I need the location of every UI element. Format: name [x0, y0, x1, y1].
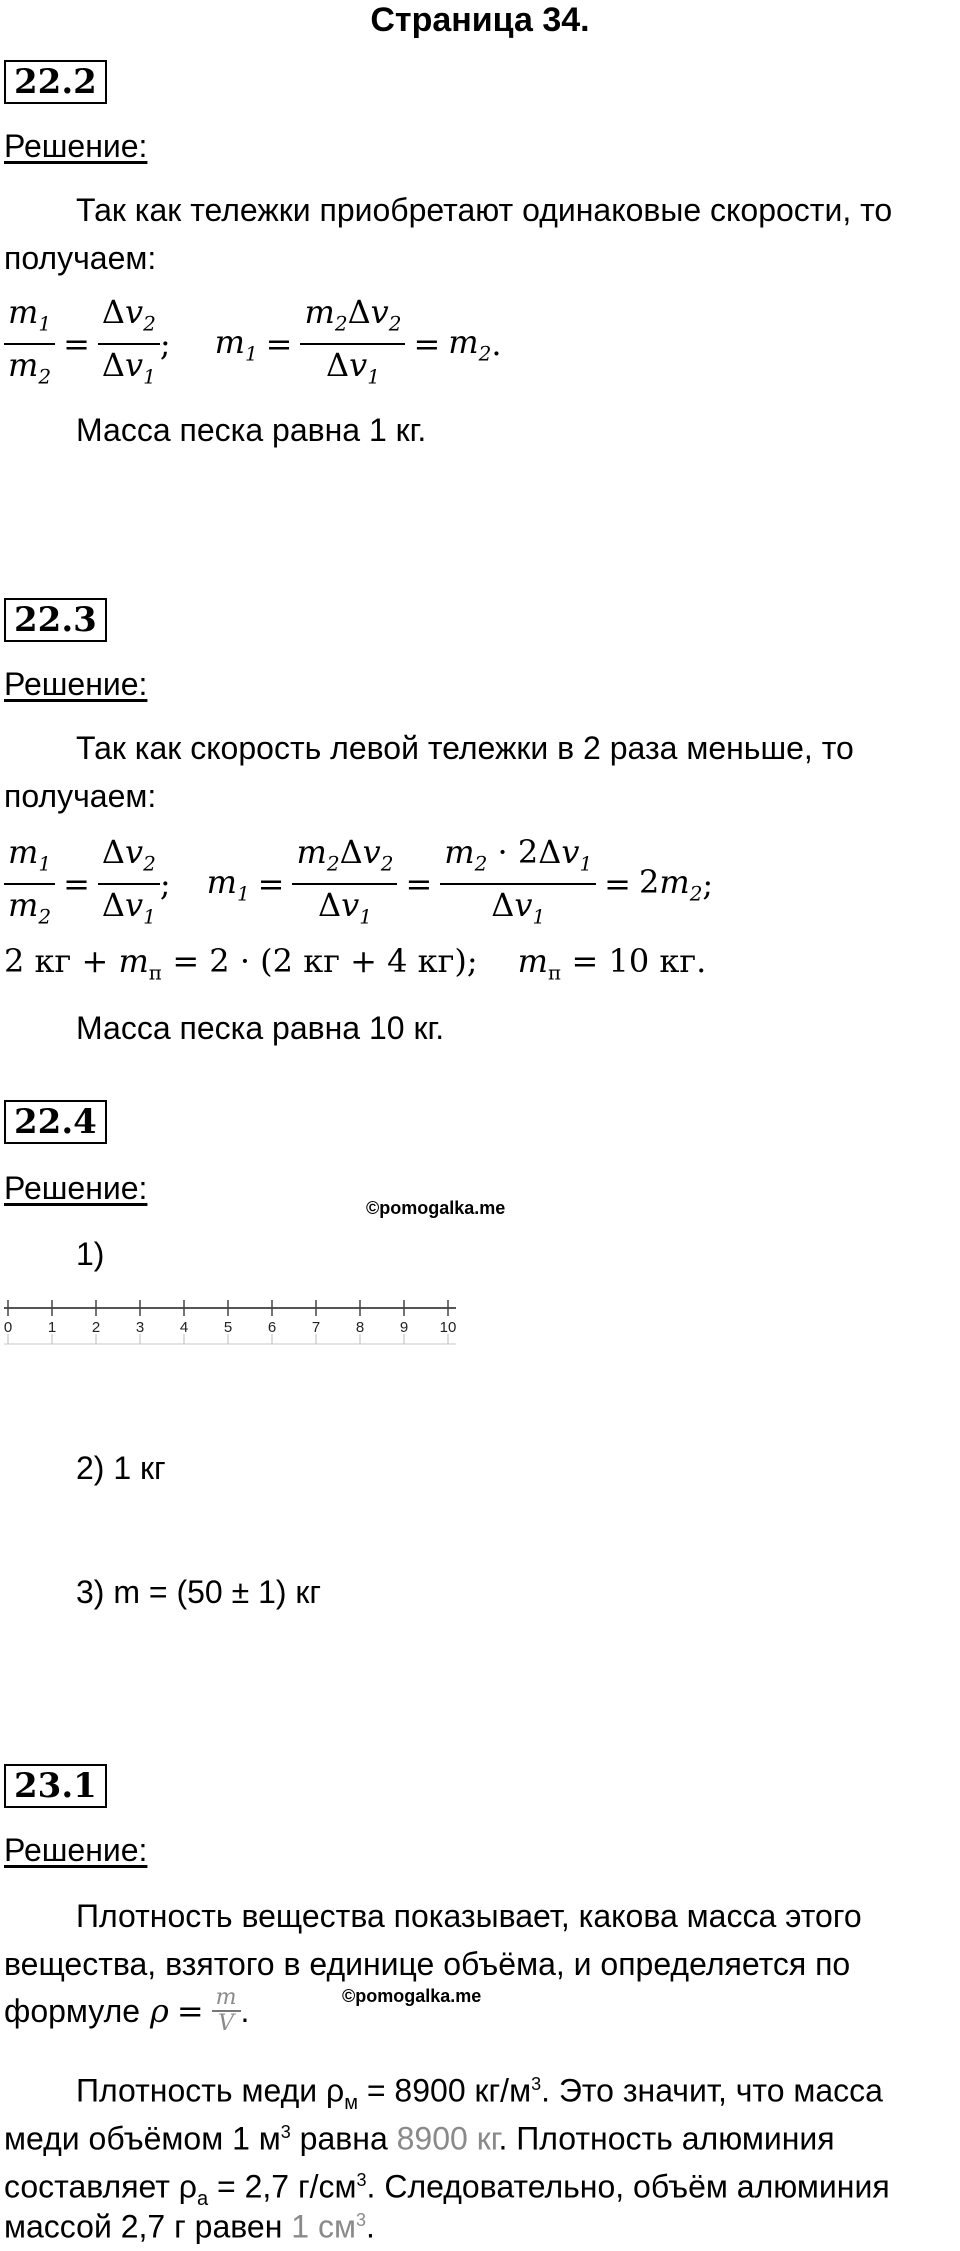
list-item: 1)	[76, 1236, 105, 1272]
result-text: Масса песка равна 10 кг.	[76, 1010, 445, 1046]
problem-text: Плотность вещества показывает, какова масса этого	[76, 1898, 862, 1934]
ruler-tick-label: 5	[223, 1319, 233, 1336]
problem-text: вещества, взятого в единице объёма, и определяется по	[4, 1946, 851, 1982]
formula-22-3: $\frac{m_1}{m_2}$ = $\frac{\Delta v_2}{\Delta v_1}$ ; $m_1$ = $\frac{m_2\Delta v_2}{\Delta v_1}$ = $\frac{m_2 \cdot 2\Delta v_1}{\Delta v_1}$ = $2m_2$ ;	[4, 832, 713, 937]
list-item: 2) 1 кг	[76, 1450, 166, 1486]
problem-text: получаем:	[4, 778, 157, 814]
problem-text: Так как скорость левой тележки в 2 раза меньше, то	[76, 730, 854, 766]
list-item: 3) m = (50 ± 1) кг	[76, 1574, 322, 1610]
ruler-tick-label: 3	[135, 1319, 145, 1336]
ruler-tick-label: 6	[267, 1319, 277, 1336]
watermark: ©pomogalka.me	[366, 1198, 506, 1218]
problem-text: формуле	[4, 1993, 141, 2029]
ruler-tick-label: 10	[439, 1319, 457, 1336]
ruler-tick-label: 2	[91, 1319, 101, 1336]
problem-number-22-3: 22.3	[4, 598, 107, 642]
problem-text: Плотность меди $\rho_м = 8900$ $кг/м^3$. Это значит, что масса	[76, 2072, 883, 2115]
problem-text-formula: формуле ρ = $\frac{m}{V}$ .	[4, 1985, 250, 2036]
problem-text: составляет $\rho_а = 2,7$ $г/см^3$. Следовательно, объём алюминия	[4, 2168, 890, 2211]
problem-text: Так как тележки приобретают одинаковые скорости, то	[76, 192, 893, 228]
ruler-tick-label: 4	[179, 1319, 189, 1336]
problem-number-22-2: 22.2	[4, 60, 107, 104]
solution-label: Решение:	[4, 666, 148, 702]
solution-label: Решение:	[4, 128, 148, 164]
formula-22-2: $\frac{m_1}{m_2}$ = $\frac{\Delta v_2}{\Delta v_1}$ ; $m_1$ = $\frac{m_2\Delta v_2}{\Delta v_1}$ = $m_2$ .	[4, 292, 502, 397]
ruler-tick-label: 7	[311, 1319, 321, 1336]
ruler-tick-label: 1	[47, 1319, 57, 1336]
ruler-tick-label: 9	[399, 1319, 409, 1336]
page-title: Страница 34.	[370, 1, 590, 39]
problem-text: получаем:	[4, 240, 157, 276]
problem-text: массой 2,7 г равен 1 $см^3$.	[4, 2208, 375, 2245]
problem-text: меди объёмом 1 $м^3$ равна 8900 кг. Плотность алюминия	[4, 2120, 835, 2157]
problem-number-23-1: 23.1	[4, 1764, 107, 1808]
watermark: ©pomogalka.me	[342, 1986, 482, 2006]
problem-number-22-4: 22.4	[4, 1100, 107, 1144]
solution-label: Решение:	[4, 1832, 148, 1868]
ruler-scale	[0, 1288, 470, 1354]
ruler-tick-label: 8	[355, 1319, 365, 1336]
result-text: Масса песка равна 1 кг.	[76, 412, 427, 448]
ruler-tick-label: 0	[3, 1319, 13, 1336]
formula-22-3-line2: 2 кг + $m_п = 2 \cdot (2$ кг + 4 кг); $m_п = 10$ кг.	[4, 942, 707, 985]
solution-label: Решение:	[4, 1170, 148, 1206]
